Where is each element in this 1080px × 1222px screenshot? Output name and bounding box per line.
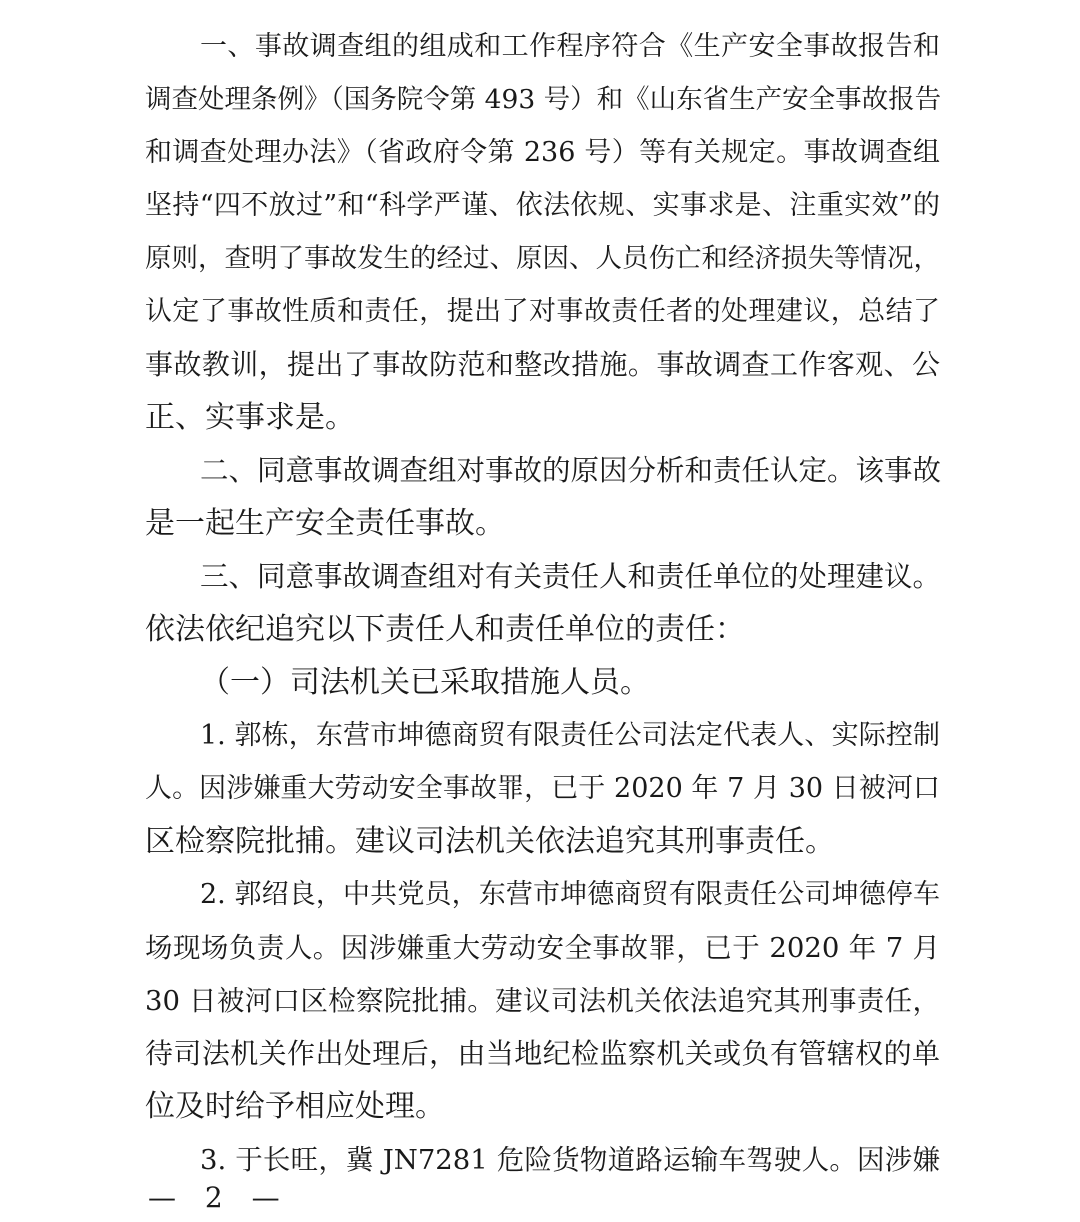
page-number: — 2 — [148,1181,290,1214]
text-line: 1. 郭栋，东营市坤德商贸有限责任公司法定代表人、实际控制 [200,720,940,751]
text-line: 依法依纪追究以下责任人和责任单位的责任： [145,612,745,647]
text-line: 事故教训，提出了事故防范和整改措施。事故调查工作客观、公 [145,348,940,381]
text-line: 坚持“四不放过”和“科学严谨、依法依规、实事求是、注重实效”的 [145,190,940,221]
text-line: 一、事故调查组的组成和工作程序符合《生产安全事故报告和 [200,31,940,62]
text-line: 原则，查明了事故发生的经过、原因、人员伤亡和经济损失等情况， [145,243,940,274]
text-line: 人。因涉嫌重大劳动安全事故罪，已于 2020 年 7 月 30 日被河口 [145,773,940,804]
text-line: 三、同意事故调查组对有关责任人和责任单位的处理建议。 [200,560,942,593]
section-heading: （一）司法机关已采取措施人员。 [200,665,650,700]
text-line: 3. 于长旺，冀 JN7281 危险货物道路运输车驾驶人。因涉嫌 [200,1144,940,1176]
text-line: 调查处理条例》（国务院令第 493 号）和《山东省生产安全事故报告 [145,84,942,115]
text-line: 位及时给予相应处理。 [145,1089,445,1124]
text-line: 正、实事求是。 [145,400,355,435]
text-line: 区检察院批捕。建议司法机关依法追究其刑事责任。 [145,824,835,859]
text-line: 是一起生产安全责任事故。 [145,506,505,541]
text-line: 2. 郭绍良，中共党员，东营市坤德商贸有限责任公司坤德停车 [200,879,940,910]
text-line: 场现场负责人。因涉嫌重大劳动安全事故罪，已于 2020 年 7 月 [145,932,940,964]
text-line: 和调查处理办法》（省政府令第 236 号）等有关规定。事故调查组 [145,137,940,168]
text-line: 待司法机关作出处理后，由当地纪检监察机关或负有管辖权的单 [145,1037,940,1070]
text-line: 二、同意事故调查组对事故的原因分析和责任认定。该事故 [200,454,942,487]
text-line: 认定了事故性质和责任，提出了对事故责任者的处理建议，总结了 [145,296,940,327]
text-line: 30 日被河口区检察院批捕。建议司法机关依法追究其刑事责任， [145,985,940,1017]
